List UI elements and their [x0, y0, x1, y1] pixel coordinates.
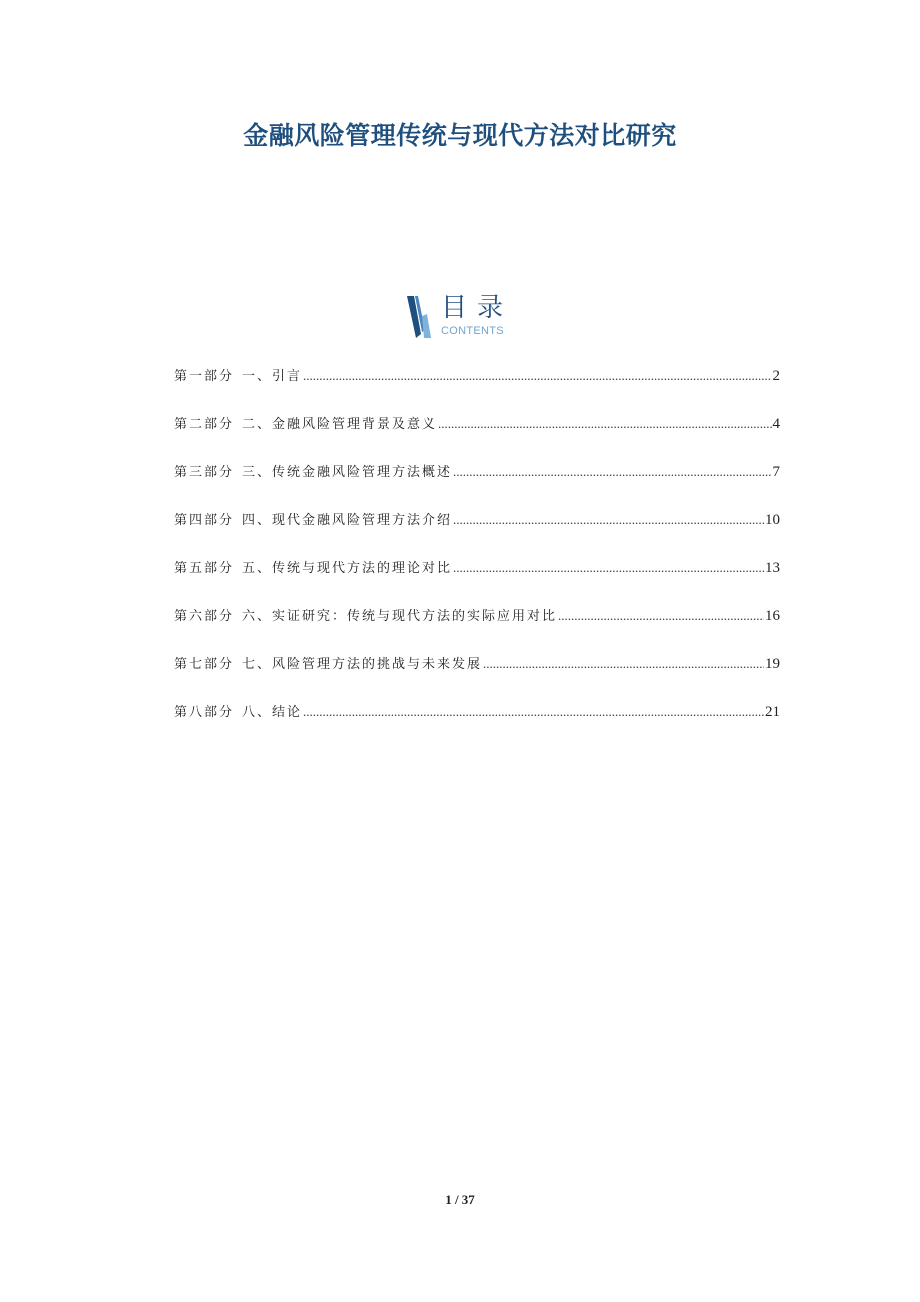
toc-entry-part-8[interactable] [174, 699, 780, 747]
toc-entry-part-3[interactable] [174, 459, 780, 507]
toc-entry-part-label: 第四部分 [174, 513, 235, 528]
toc-entry-part-1[interactable] [174, 363, 780, 411]
toc-title: 目录 [441, 293, 514, 323]
toc-entry-page: 2 [772, 368, 780, 384]
table-of-contents [174, 363, 780, 747]
toc-entry-part-label: 第七部分 [174, 657, 235, 672]
page-number-indicator: 1 / 37 [445, 1192, 475, 1207]
toc-entry-title: 五、传统与现代方法的理论对比 [242, 561, 453, 576]
toc-entry-title: 八、结论 [242, 705, 303, 720]
toc-dot-leader [453, 459, 771, 485]
toc-entry-part-label: 第二部分 [174, 417, 235, 432]
toc-entry-part-label: 第六部分 [174, 609, 235, 624]
toc-entry-part-label: 第三部分 [174, 465, 235, 480]
toc-entry-part-label: 第八部分 [174, 705, 235, 720]
toc-dot-leader [438, 411, 771, 437]
toc-entry-page: 19 [765, 656, 780, 672]
toc-subtitle: CONTENTS [441, 325, 504, 337]
toc-entry-title: 三、传统金融风险管理方法概述 [242, 465, 453, 480]
toc-entry-page: 4 [772, 416, 780, 432]
toc-dot-leader [303, 699, 764, 725]
toc-entry-part-2[interactable] [174, 411, 780, 459]
toc-header [405, 292, 535, 342]
toc-entry-page: 13 [765, 560, 780, 576]
toc-entry-page: 7 [772, 464, 780, 480]
toc-entry-part-5[interactable] [174, 555, 780, 603]
toc-entry-page: 10 [765, 512, 780, 528]
toc-entry-title: 四、现代金融风险管理方法介绍 [242, 513, 453, 528]
toc-entry-part-7[interactable] [174, 651, 780, 699]
toc-dot-leader [303, 363, 771, 389]
toc-entry-part-label: 第一部分 [174, 369, 235, 384]
toc-dot-leader [453, 507, 764, 533]
toc-dot-leader [483, 651, 764, 677]
toc-entry-title: 七、风险管理方法的挑战与未来发展 [242, 657, 483, 672]
toc-dot-leader [453, 555, 764, 581]
toc-entry-title: 一、引言 [242, 369, 303, 384]
toc-entry-title: 六、实证研究：传统与现代方法的实际应用对比 [242, 609, 558, 624]
toc-dot-leader [558, 603, 764, 629]
toc-entry-page: 16 [765, 608, 780, 624]
toc-entry-title: 二、金融风险管理背景及意义 [242, 417, 438, 432]
toc-entry-page: 21 [765, 704, 780, 720]
toc-entry-part-6[interactable] [174, 603, 780, 651]
toc-entry-part-4[interactable] [174, 507, 780, 555]
document-title: 金融风险管理传统与现代方法对比研究 [243, 121, 677, 150]
toc-entry-part-label: 第五部分 [174, 561, 235, 576]
toc-logo-icon [405, 294, 435, 340]
